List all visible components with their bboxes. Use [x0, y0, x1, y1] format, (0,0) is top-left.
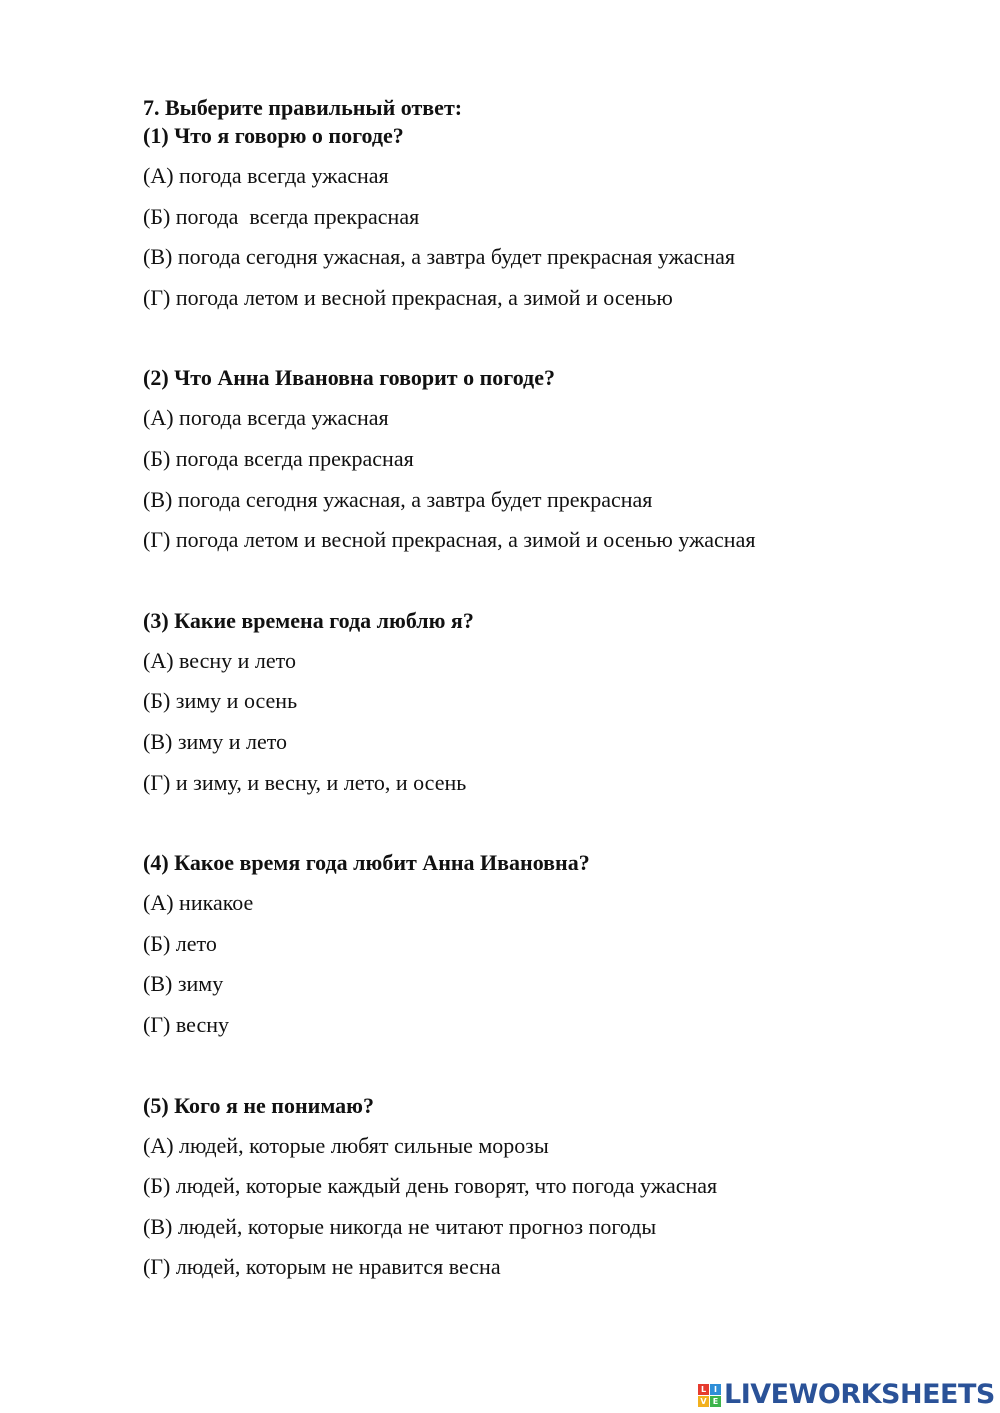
spacer — [143, 567, 943, 607]
liveworksheets-logo — [698, 1378, 995, 1412]
question-text: (1) Что я говорю о погоде? — [143, 123, 404, 148]
answer-option[interactable]: (В) людей, которые никогда не читают прогноз погоды — [143, 1213, 657, 1239]
answer-option[interactable]: (А) никакое — [143, 890, 254, 916]
question-1 — [143, 122, 943, 312]
answer-option[interactable]: (В) погода сегодня ужасная, а завтра будет прекрасная ужасная — [143, 244, 735, 270]
logo-blocks-icon — [698, 1384, 721, 1407]
question-text: (2) Что Анна Ивановна говорит о погоде? — [143, 365, 555, 391]
question-5 — [143, 1092, 943, 1282]
question-text: (5) Кого я не понимаю? — [143, 1092, 374, 1118]
question-text: (3) Какие времена года люблю я? — [143, 607, 474, 633]
answer-option[interactable]: (А) погода всегда ужасная — [143, 405, 389, 431]
question-text: (4) Какое время года любит Анна Ивановна? — [143, 850, 590, 876]
answer-option[interactable]: (А) весну и лето — [143, 647, 296, 673]
answer-option[interactable]: (А) людей, которые любят сильные морозы — [143, 1132, 549, 1158]
spacer — [143, 324, 943, 364]
logo-block: E — [710, 1396, 721, 1407]
logo-block: V — [698, 1396, 709, 1407]
logo-text: LIVEWORKSHEETS — [724, 1379, 995, 1410]
answer-option[interactable]: (Б) погода всегда прекрасная — [143, 445, 414, 471]
answer-option[interactable]: (Г) погода летом и весной прекрасная, а зимой и осенью ужасная — [143, 527, 756, 553]
answer-option[interactable]: (Б) лето — [143, 930, 217, 956]
spacer — [143, 1052, 943, 1092]
answer-option[interactable]: (А) погода всегда ужасная — [143, 163, 389, 188]
answer-option[interactable]: (Г) и зиму, и весну, и лето, и осень — [143, 769, 467, 795]
logo-block: L — [698, 1384, 709, 1395]
spacer — [143, 809, 943, 849]
answer-option[interactable]: (Г) весну — [143, 1011, 229, 1037]
task-title: 7. Выберите правильный ответ: — [143, 95, 463, 120]
answer-option[interactable]: (В) зиму и лето — [143, 728, 288, 754]
logo-block: I — [710, 1384, 721, 1395]
answer-option[interactable]: (Б) погода всегда прекрасная — [143, 203, 420, 229]
answer-option[interactable]: (В) погода сегодня ужасная, а завтра будет прекрасная — [143, 486, 653, 512]
question-2 — [143, 364, 943, 554]
worksheet-page — [143, 94, 943, 1294]
answer-option[interactable]: (В) зиму — [143, 971, 224, 997]
question-3 — [143, 607, 943, 797]
answer-option[interactable]: (Г) погода летом и весной прекрасная, а зимой и осенью — [143, 284, 673, 310]
question-4 — [143, 849, 943, 1039]
answer-option[interactable]: (Г) людей, которым не нравится весна — [143, 1254, 501, 1280]
answer-option[interactable]: (Б) людей, которые каждый день говорят, что погода ужасная — [143, 1173, 718, 1199]
answer-option[interactable]: (Б) зиму и осень — [143, 688, 298, 714]
